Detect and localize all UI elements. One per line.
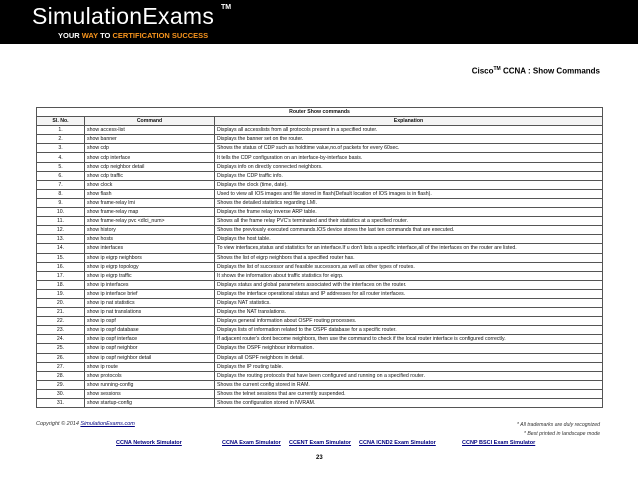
row-command: show flash bbox=[85, 189, 215, 198]
table-row bbox=[37, 371, 603, 380]
row-command: show protocols bbox=[85, 371, 215, 380]
row-explanation: Shows the list of eigrp neighbors that a specified router has. bbox=[215, 253, 603, 262]
row-number: 9. bbox=[37, 198, 85, 207]
table-row bbox=[37, 126, 603, 135]
row-command: show ip route bbox=[85, 362, 215, 371]
copyright-prefix: Copyright © 2014 bbox=[36, 421, 81, 427]
row-number: 14. bbox=[37, 244, 85, 253]
table-row bbox=[37, 308, 603, 317]
row-number: 17. bbox=[37, 271, 85, 280]
header-row bbox=[37, 117, 603, 126]
row-number: 29. bbox=[37, 380, 85, 389]
row-command: show ip nat statistics bbox=[85, 298, 215, 307]
table-row bbox=[37, 198, 603, 207]
table-row bbox=[37, 253, 603, 262]
row-command: show ip ospf neighbor bbox=[85, 344, 215, 353]
table-row bbox=[37, 280, 603, 289]
table-row bbox=[37, 135, 603, 144]
row-explanation: Shows the previously executed commands.IOS device stores the last ten commands that are executed. bbox=[215, 226, 603, 235]
row-explanation: It tells the CDP configuration on an interface-by-interface basis. bbox=[215, 153, 603, 162]
row-number: 21. bbox=[37, 308, 85, 317]
row-explanation: Shows the telnet sessions that are currently suspended. bbox=[215, 389, 603, 398]
show-commands-table bbox=[36, 107, 603, 408]
row-number: 8. bbox=[37, 189, 85, 198]
row-number: 22. bbox=[37, 317, 85, 326]
table-row bbox=[37, 344, 603, 353]
row-number: 13. bbox=[37, 235, 85, 244]
row-command: show sessions bbox=[85, 389, 215, 398]
row-number: 24. bbox=[37, 335, 85, 344]
landscape-note: * Best printed in landscape mode bbox=[523, 431, 600, 437]
header-banner bbox=[0, 0, 638, 44]
row-explanation: Shows the configuration stored in NVRAM. bbox=[215, 399, 603, 408]
table-body bbox=[37, 126, 603, 408]
row-number: 19. bbox=[37, 289, 85, 298]
row-command: show ip ospf interface bbox=[85, 335, 215, 344]
table-row bbox=[37, 180, 603, 189]
table-row bbox=[37, 289, 603, 298]
row-number: 3. bbox=[37, 144, 85, 153]
row-number: 30. bbox=[37, 389, 85, 398]
row-explanation: If adjacent router's dont become neighbors, then use the command to check if the local router interface is configured correctly. bbox=[215, 335, 603, 344]
row-explanation: To view interfaces,status and statistics for an interface.If u don't lists a specific interface,all of the interfaces on the router are listed. bbox=[215, 244, 603, 253]
row-explanation: Displays the list of successor and feasible successors,as well as other types of routes. bbox=[215, 262, 603, 271]
table-row bbox=[37, 399, 603, 408]
table-row bbox=[37, 162, 603, 171]
link-ccna-exam-simulator[interactable]: CCNA Exam Simulator bbox=[222, 440, 281, 446]
table-row bbox=[37, 317, 603, 326]
brand-logo-text: SimulationExams bbox=[32, 3, 215, 29]
row-explanation: Used to view all IOS images and file stored in flash(Default location of IOS images is in flash). bbox=[215, 189, 603, 198]
document-title bbox=[472, 66, 600, 76]
copyright-link[interactable]: SimulationExams.com bbox=[80, 421, 135, 427]
row-command: show banner bbox=[85, 135, 215, 144]
row-command: show ip ospf neighbor detail bbox=[85, 353, 215, 362]
row-number: 7. bbox=[37, 180, 85, 189]
title-trademark: TM bbox=[493, 66, 501, 72]
link-ccna-icnd2-exam-simulator[interactable]: CCNA ICND2 Exam Simulator bbox=[359, 440, 436, 446]
row-number: 6. bbox=[37, 171, 85, 180]
row-number: 11. bbox=[37, 217, 85, 226]
row-command: show clock bbox=[85, 180, 215, 189]
row-number: 27. bbox=[37, 362, 85, 371]
row-command: show ip eigrp traffic bbox=[85, 271, 215, 280]
row-number: 4. bbox=[37, 153, 85, 162]
row-explanation: Shows the status of CDP such as holdtime value,no.of packets for every 60sec. bbox=[215, 144, 603, 153]
row-number: 20. bbox=[37, 298, 85, 307]
tagline-part: WAY bbox=[81, 31, 101, 40]
link-ccent-exam-simulator[interactable]: CCENT Exam Simulator bbox=[289, 440, 352, 446]
row-number: 16. bbox=[37, 262, 85, 271]
row-number: 1. bbox=[37, 126, 85, 135]
row-number: 12. bbox=[37, 226, 85, 235]
row-explanation: Displays the clock (time, date). bbox=[215, 180, 603, 189]
row-command: show hosts bbox=[85, 235, 215, 244]
row-explanation: Displays NAT statistics. bbox=[215, 298, 603, 307]
row-explanation: Displays all accesslists from all protocols present in a specified router. bbox=[215, 126, 603, 135]
row-command: show history bbox=[85, 226, 215, 235]
link-ccna-network-simulator[interactable]: CCNA Network Simulator bbox=[116, 440, 182, 446]
row-command: show frame-relay map bbox=[85, 208, 215, 217]
table-row bbox=[37, 171, 603, 180]
row-explanation: Shows all the frame relay PVC's terminated and their statistics at a specified router. bbox=[215, 217, 603, 226]
table-row bbox=[37, 153, 603, 162]
row-explanation: Displays the banner set on the router. bbox=[215, 135, 603, 144]
row-command: show ip nat translations bbox=[85, 308, 215, 317]
table-row bbox=[37, 262, 603, 271]
table-row bbox=[37, 226, 603, 235]
copyright-text bbox=[36, 421, 135, 427]
table-row bbox=[37, 389, 603, 398]
row-number: 2. bbox=[37, 135, 85, 144]
trademark-note: * All trademarks are duly recognized bbox=[516, 422, 600, 428]
table-row bbox=[37, 335, 603, 344]
row-explanation: It shows the information about traffic statistics for eigrp. bbox=[215, 271, 603, 280]
table-row bbox=[37, 144, 603, 153]
row-explanation: Displays all OSPF neighbors in detail. bbox=[215, 353, 603, 362]
table-row bbox=[37, 362, 603, 371]
table-row bbox=[37, 326, 603, 335]
row-explanation: Displays lists of information related to the OSPF database for a specific router. bbox=[215, 326, 603, 335]
row-command: show interfaces bbox=[85, 244, 215, 253]
row-number: 26. bbox=[37, 353, 85, 362]
row-command: show access-list bbox=[85, 126, 215, 135]
row-command: show ip ospf bbox=[85, 317, 215, 326]
row-explanation: Displays the OSPF neighbour information. bbox=[215, 344, 603, 353]
table-row bbox=[37, 244, 603, 253]
section-row bbox=[37, 108, 603, 117]
row-command: show ip eigrp neighbors bbox=[85, 253, 215, 262]
table-row bbox=[37, 353, 603, 362]
tagline-part: YOUR bbox=[58, 31, 82, 40]
brand-trademark: TM bbox=[221, 4, 232, 11]
row-number: 18. bbox=[37, 280, 85, 289]
row-explanation: Displays the NAT translations. bbox=[215, 308, 603, 317]
row-number: 25. bbox=[37, 344, 85, 353]
brand-tagline bbox=[58, 31, 208, 40]
row-explanation: Displays the IP routing table. bbox=[215, 362, 603, 371]
row-command: show frame-relay pvc <dlci_num> bbox=[85, 217, 215, 226]
row-number: 23. bbox=[37, 326, 85, 335]
row-command: show cdp bbox=[85, 144, 215, 153]
row-number: 5. bbox=[37, 162, 85, 171]
row-explanation: Displays the host table. bbox=[215, 235, 603, 244]
row-command: show running-config bbox=[85, 380, 215, 389]
row-explanation: Shows the current config stored in RAM. bbox=[215, 380, 603, 389]
row-command: show cdp traffic bbox=[85, 171, 215, 180]
row-number: 28. bbox=[37, 371, 85, 380]
section-title: Router Show commands bbox=[37, 108, 603, 117]
table-row bbox=[37, 380, 603, 389]
row-explanation: Shows the detailed statistics regarding LMI. bbox=[215, 198, 603, 207]
row-explanation: Displays info on directly connected neighbors. bbox=[215, 162, 603, 171]
table-row bbox=[37, 298, 603, 307]
column-header-command: Command bbox=[85, 117, 215, 126]
row-command: show cdp interface bbox=[85, 153, 215, 162]
title-suffix: CCNA : Show Commands bbox=[500, 66, 600, 76]
row-command: show ip ospf database bbox=[85, 326, 215, 335]
row-command: show ip eigrp topology bbox=[85, 262, 215, 271]
table-row bbox=[37, 189, 603, 198]
row-explanation: Displays the CDP traffic info. bbox=[215, 171, 603, 180]
table-row bbox=[37, 208, 603, 217]
row-explanation: Displays the frame relay inverse ARP table. bbox=[215, 208, 603, 217]
tagline-part: CERTIFICATION SUCCESS bbox=[112, 31, 209, 40]
row-command: show ip interfaces bbox=[85, 280, 215, 289]
row-number: 15. bbox=[37, 253, 85, 262]
row-explanation: Displays status and global parameters associated with the interfaces on the router. bbox=[215, 280, 603, 289]
table-row bbox=[37, 217, 603, 226]
row-command: show frame-relay lmi bbox=[85, 198, 215, 207]
row-number: 31. bbox=[37, 399, 85, 408]
row-command: show cdp neighbor detail bbox=[85, 162, 215, 171]
row-command: show ip interface brief bbox=[85, 289, 215, 298]
tagline-part: TO bbox=[100, 31, 113, 40]
column-header-sl: Sl. No. bbox=[37, 117, 85, 126]
column-header-explanation: Explanation bbox=[215, 117, 603, 126]
page-number: 23 bbox=[316, 455, 323, 461]
title-prefix: Cisco bbox=[471, 66, 494, 76]
row-explanation: Displays general information about OSPF routing processes. bbox=[215, 317, 603, 326]
row-command: show startup-config bbox=[85, 399, 215, 408]
table-row bbox=[37, 235, 603, 244]
row-explanation: Displays the routing protocols that have been configured and running on a specified router. bbox=[215, 371, 603, 380]
row-explanation: Displays the interface operational status and IP addresses for all router interfaces. bbox=[215, 289, 603, 298]
link-ccnp-bsci-exam-simulator[interactable]: CCNP BSCI Exam Simulator bbox=[462, 440, 536, 446]
row-number: 10. bbox=[37, 208, 85, 217]
table-row bbox=[37, 271, 603, 280]
